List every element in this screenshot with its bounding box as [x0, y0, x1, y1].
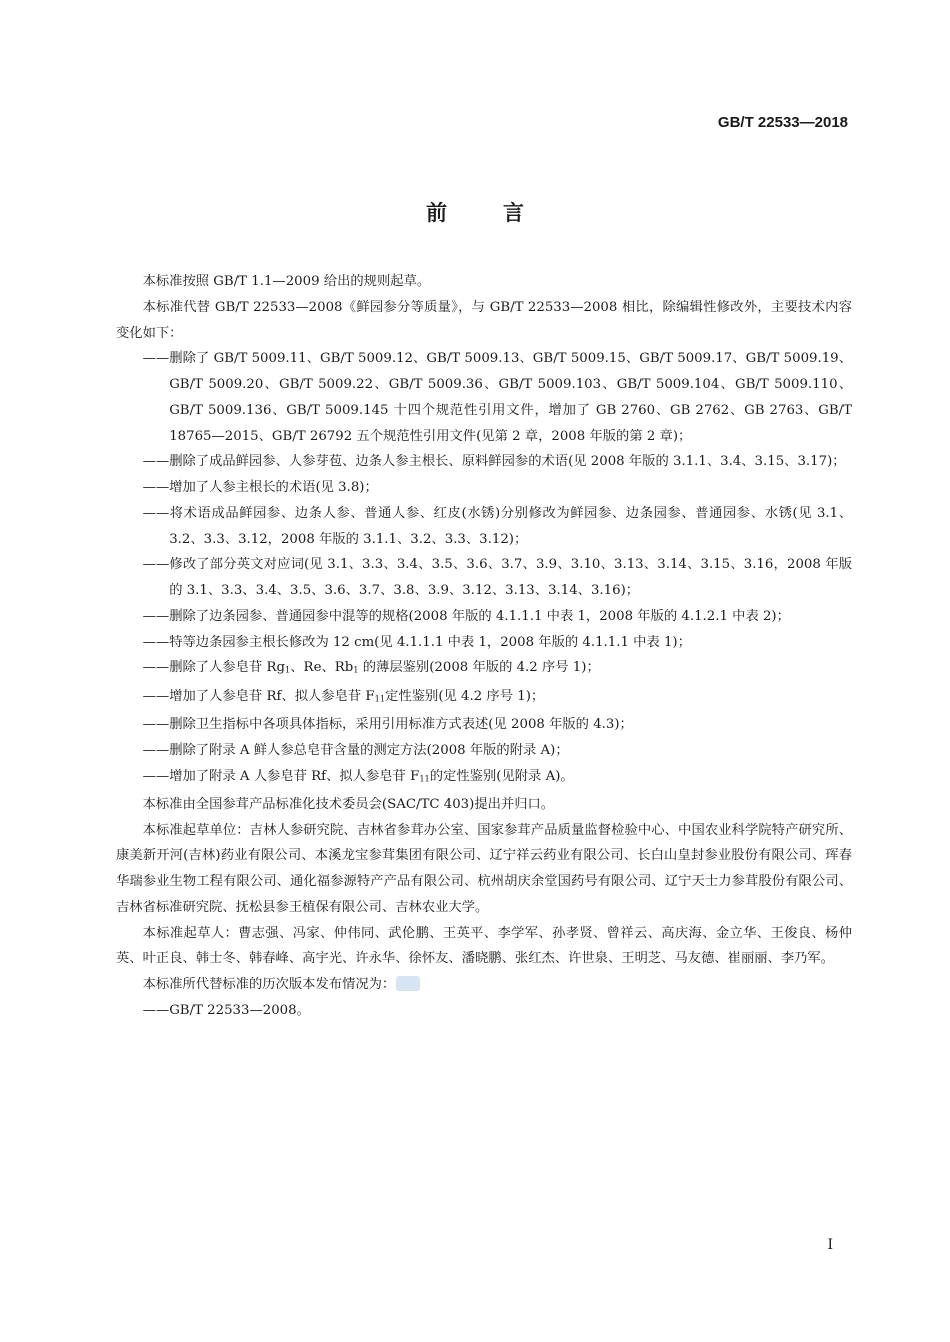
change-item: ——特等边条园参主根长修改为 12 cm(见 4.1.1.1 中表 1，2008 年版的 4.1.1.1 中表 1)；: [142, 634, 691, 650]
change-item: ——将术语成品鲜园参、边条人参、普通人参、红皮(水锈)分别修改为鲜园参、边条园参、普通园参、水锈(见 3.1、3.2、3.3、3.12，2008 年版的 3.1.1、3.2、3.3、3.12)；: [142, 505, 852, 547]
title-char-1: 前: [426, 201, 447, 225]
paragraph-committee: 本标准由全国参茸产品标准化技术委员会(SAC/TC 403)提出并归口。: [142, 796, 555, 812]
change-item: ——增加了附录 A 人参皂苷 Rf、拟人参皂苷 F11的定性鉴别(见附录 A)。: [142, 768, 574, 784]
paragraph-history: 本标准所代替标准的历次版本发布情况为：: [116, 972, 852, 998]
change-item: ——删除了成品鲜园参、人参芽苞、边条人参主根长、原料鲜园参的术语(见 2008 年版的 3.1.1、3.4、3.15、3.17)；: [142, 454, 846, 470]
change-item: ——修改了部分英文对应词(见 3.1、3.3、3.4、3.5、3.6、3.7、3.9、3.10、3.13、3.14、3.15、3.16，2008 年版的 3.1、3.3、3.4、3.5、3.6、3.7、3.8、3.9、3.12、3.13、3.14、3.16)；: [142, 557, 852, 598]
change-item: ——删除了人参皂苷 Rg1、Re、Rb1 的薄层鉴别(2008 年版的 4.2 序号 1)；: [142, 660, 600, 676]
change-item: ——删除了 GB/T 5009.11、GB/T 5009.12、GB/T 5009.13、GB/T 5009.15、GB/T 5009.17、GB/T 5009.19、GB/T 5009.20、GB/T 5009.22、GB/T 5009.36、GB/T 5009.103、GB/T 5009.104、GB/T 5009.110、GB/T 5009.136、GB/T 5009.145 十四个规范性引用文件，增加了 GB 2760、GB 2762、GB 2763、GB/T 18765—2015、GB/T 26792 五个规范性引用文件(见第 2 章，2008 年版的第 2 章)；: [142, 351, 852, 444]
page-title: [0, 197, 950, 227]
title-char-2: 言: [503, 201, 524, 225]
change-item: ——删除卫生指标中各项具体指标，采用引用标准方式表述(见 2008 年版的 4.3)；: [142, 717, 633, 733]
change-item: ——增加了人参皂苷 Rf、拟人参皂苷 F11定性鉴别(见 4.2 序号 1)；: [142, 688, 545, 704]
standard-code: GB/T 22533—2018: [717, 114, 848, 131]
change-item: ——删除了边条园参、普通园参中混等的规格(2008 年版的 4.1.1.1 中表 1，2008 年版的 4.1.2.1 中表 2)；: [142, 608, 790, 624]
foreword-body: [116, 269, 852, 1024]
paragraph-replacement: 本标准代替 GB/T 22533—2008《鲜园参分等质量》，与 GB/T 22533—2008 相比，除编辑性修改外，主要技术内容变化如下：: [116, 299, 852, 341]
paragraph-drafters: 本标准起草人：曹志强、冯家、仲伟同、武伦鹏、王英平、李学军、孙孝贤、曾祥云、高庆海、金立华、王俊良、杨仲英、叶正良、韩士冬、韩春峰、高宇光、许永华、徐怀友、潘晓鹏、张红杰、许世泉、王明芝、马友德、崔丽丽、李乃军。: [116, 925, 852, 967]
change-item: ——增加了人参主根长的术语(见 3.8)；: [142, 480, 378, 495]
paragraph-drafting-units: 本标准起草单位：吉林人参研究院、吉林省参茸办公室、国家参茸产品质量监督检验中心、中国农业科学院特产研究所、康美新开河(吉林)药业有限公司、本溪龙宝参茸集团有限公司、辽宁祥云药业有限公司、长白山皇封参业股份有限公司、珲春华瑞参业生物工程有限公司、通化福参源特产产品有限公司、杭州胡庆余堂国药号有限公司、辽宁天士力参茸股份有限公司、吉林省标准研究院、抚松县参王植保有限公司、吉林农业大学。: [116, 822, 852, 915]
change-item: ——删除了附录 A 鲜人参总皂苷含量的测定方法(2008 年版的附录 A)；: [142, 742, 569, 758]
paragraph-drafting-rules: 本标准按照 GB/T 1.1—2009 给出的规则起草。: [142, 274, 431, 289]
history-item: ——GB/T 22533—2008。: [142, 1002, 310, 1018]
page-number: I: [827, 1237, 833, 1253]
sac-watermark-icon: [396, 976, 420, 991]
